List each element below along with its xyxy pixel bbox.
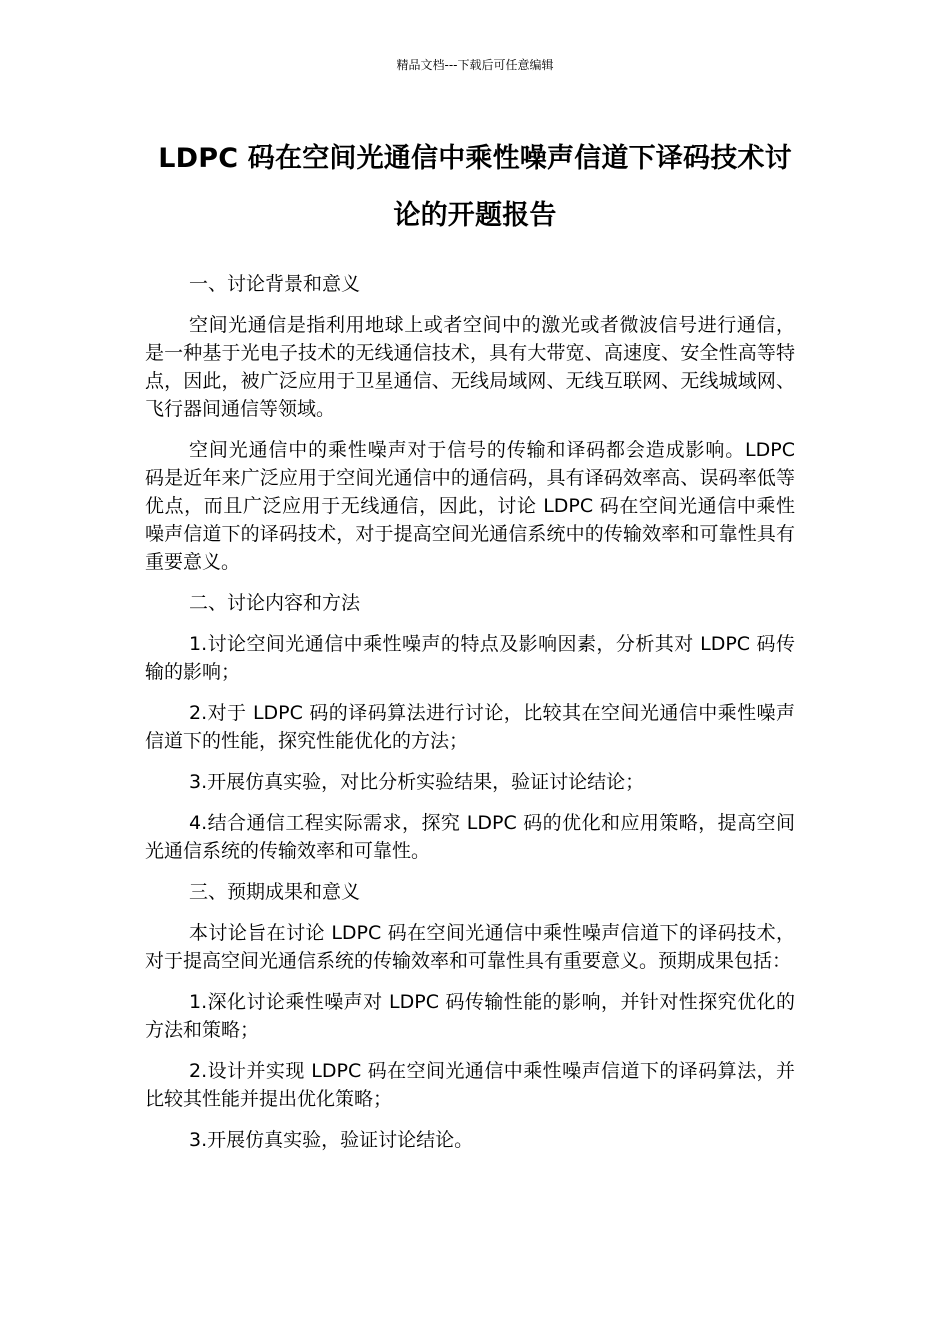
- content-item-3: 3.开展仿真实验，对比分析实验结果，验证讨论结论；: [189, 771, 645, 793]
- outcome-item-3: 3.开展仿真实验，验证讨论结论。: [189, 1129, 474, 1151]
- paragraph-background-2: 空间光通信中的乘性噪声对于信号的传输和译码都会造成影响。LDPC 码是近年来广泛应用于空间光通信中的通信码，具有译码效率高、误码率低等优点，而且广泛应用于无线通信，因此，讨论 LDPC 码在空间光通信中乘性噪声信道下的译码技术，对于提高空间光通信系统中的传输效率和可靠性具有重要意义。: [145, 439, 795, 573]
- content-item-1: 1.讨论空间光通信中乘性噪声的特点及影响因素，分析其对 LDPC 码传输的影响；: [145, 633, 795, 683]
- section-heading-outcomes: 三、预期成果和意义: [189, 881, 361, 903]
- section-heading-background: 一、讨论背景和意义: [189, 273, 361, 295]
- outcome-item-2: 2.设计并实现 LDPC 码在空间光通信中乘性噪声信道下的译码算法，并比较其性能并提出优化策略；: [145, 1060, 795, 1110]
- document-title: LDPC 码在空间光通信中乘性噪声信道下译码技术讨论的开题报告: [158, 143, 792, 231]
- paragraph-outcomes: 本讨论旨在讨论 LDPC 码在空间光通信中乘性噪声信道下的译码技术，对于提高空间光通信系统的传输效率和可靠性具有重要意义。预期成果包括：: [145, 922, 795, 972]
- outcome-item-1: 1.深化讨论乘性噪声对 LDPC 码传输性能的影响，并针对性探究优化的方法和策略；: [145, 991, 795, 1041]
- section-heading-content: 二、讨论内容和方法: [189, 592, 361, 614]
- document-body: [145, 270, 795, 1167]
- header-note: 精品文档---下载后可任意编辑: [396, 58, 554, 72]
- content-item-4: 4.结合通信工程实际需求，探究 LDPC 码的优化和应用策略，提高空间光通信系统的传输效率和可靠性。: [145, 812, 795, 862]
- content-item-2: 2.对于 LDPC 码的译码算法进行讨论，比较其在空间光通信中乘性噪声信道下的性能，探究性能优化的方法；: [145, 702, 795, 752]
- paragraph-background-1: 空间光通信是指利用地球上或者空间中的激光或者微波信号进行通信，是一种基于光电子技术的无线通信技术，具有大带宽、高速度、安全性高等特点，因此，被广泛应用于卫星通信、无线局域网、无线互联网、无线城域网、飞行器间通信等领域。: [145, 314, 795, 420]
